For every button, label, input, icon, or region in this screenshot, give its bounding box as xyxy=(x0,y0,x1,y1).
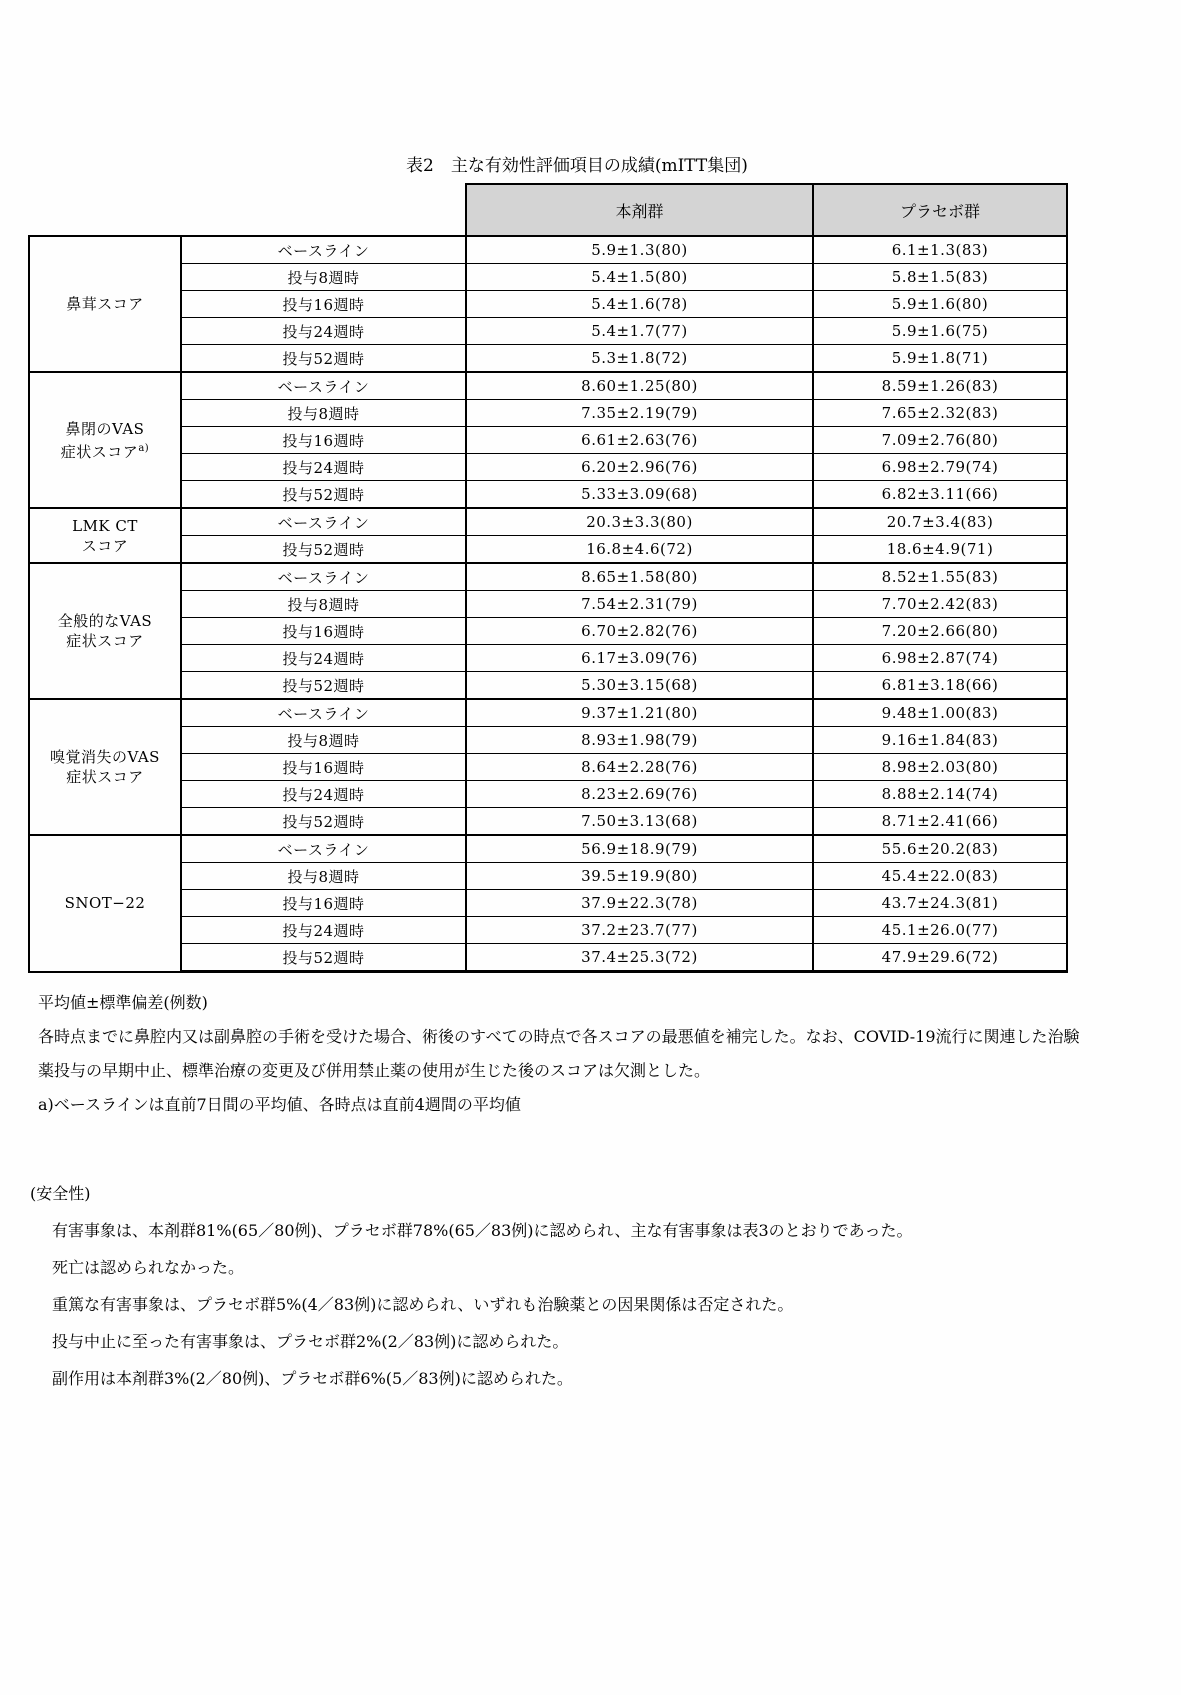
timepoint-cell: 投与24週時 xyxy=(181,781,466,808)
placebo-group-value-cell: 5.9±1.8(71) xyxy=(813,345,1067,373)
drug-group-value-cell: 20.3±3.3(80) xyxy=(466,508,813,536)
drug-group-value-cell: 5.30±3.15(68) xyxy=(466,672,813,700)
timepoint-cell: 投与8週時 xyxy=(181,400,466,427)
table-row xyxy=(29,536,1067,564)
placebo-group-value-cell: 6.82±3.11(66) xyxy=(813,481,1067,509)
timepoint-cell: 投与8週時 xyxy=(181,727,466,754)
timepoint-cell: ベースライン xyxy=(181,699,466,727)
table-body xyxy=(29,236,1067,972)
drug-group-value-cell: 37.2±23.7(77) xyxy=(466,917,813,944)
row-group-label: 鼻茸スコア xyxy=(29,236,181,372)
row-group-label: SNOT−22 xyxy=(29,835,181,972)
column-header-drug-group: 本剤群 xyxy=(466,184,813,236)
drug-group-value-cell: 7.50±3.13(68) xyxy=(466,808,813,836)
row-group-label: 鼻閉のVAS 症状スコア$^{a)}$ xyxy=(29,372,181,508)
efficacy-results-table xyxy=(28,183,1068,973)
timepoint-cell: 投与52週時 xyxy=(181,944,466,972)
timepoint-cell: ベースライン xyxy=(181,236,466,264)
placebo-group-value-cell: 18.6±4.9(71) xyxy=(813,536,1067,564)
placebo-group-value-cell: 8.71±2.41(66) xyxy=(813,808,1067,836)
timepoint-cell: 投与16週時 xyxy=(181,890,466,917)
placebo-group-value-cell: 8.98±2.03(80) xyxy=(813,754,1067,781)
placebo-group-value-cell: 9.16±1.84(83) xyxy=(813,727,1067,754)
table-row xyxy=(29,727,1067,754)
timepoint-cell: 投与52週時 xyxy=(181,808,466,836)
table-row xyxy=(29,808,1067,836)
placebo-group-value-cell: 5.9±1.6(80) xyxy=(813,291,1067,318)
table-row xyxy=(29,508,1067,536)
placebo-group-value-cell: 55.6±20.2(83) xyxy=(813,835,1067,863)
column-header-placebo-group: プラセボ群 xyxy=(813,184,1067,236)
header-spacer xyxy=(29,184,466,236)
row-group-label: 嗅覚消失のVAS 症状スコア xyxy=(29,699,181,835)
table-row xyxy=(29,264,1067,291)
timepoint-cell: 投与52週時 xyxy=(181,481,466,509)
table-row xyxy=(29,236,1067,264)
footnote-baseline-definition: a)ベースラインは直前7日間の平均値、各時点は直前4週間の平均値 xyxy=(38,1095,521,1114)
table-row xyxy=(29,917,1067,944)
table-row xyxy=(29,481,1067,509)
placebo-group-value-cell: 5.8±1.5(83) xyxy=(813,264,1067,291)
placebo-group-value-cell: 7.20±2.66(80) xyxy=(813,618,1067,645)
timepoint-cell: 投与16週時 xyxy=(181,618,466,645)
safety-deaths: 死亡は認められなかった。 xyxy=(52,1258,245,1277)
table-row xyxy=(29,291,1067,318)
safety-side-effects: 副作用は本剤群3%(2／80例)、プラセボ群6%(5／83例)に認められた。 xyxy=(52,1369,573,1388)
drug-group-value-cell: 37.9±22.3(78) xyxy=(466,890,813,917)
table-title: 表2 主な有効性評価項目の成績(mITT集団) xyxy=(406,156,748,176)
placebo-group-value-cell: 8.88±2.14(74) xyxy=(813,781,1067,808)
timepoint-cell: 投与24週時 xyxy=(181,645,466,672)
placebo-group-value-cell: 6.98±2.87(74) xyxy=(813,645,1067,672)
drug-group-value-cell: 6.17±3.09(76) xyxy=(466,645,813,672)
drug-group-value-cell: 6.70±2.82(76) xyxy=(466,618,813,645)
safety-heading: (安全性) xyxy=(30,1184,91,1203)
drug-group-value-cell: 56.9±18.9(79) xyxy=(466,835,813,863)
drug-group-value-cell: 37.4±25.3(72) xyxy=(466,944,813,972)
timepoint-cell: 投与52週時 xyxy=(181,345,466,373)
placebo-group-value-cell: 6.81±3.18(66) xyxy=(813,672,1067,700)
safety-adverse-events: 有害事象は、本剤群81%(65／80例)、プラセボ群78%(65／83例)に認められ、主な有害事象は表3のとおりであった。 xyxy=(52,1221,913,1240)
placebo-group-value-cell: 45.1±26.0(77) xyxy=(813,917,1067,944)
table-row xyxy=(29,427,1067,454)
table-row xyxy=(29,754,1067,781)
drug-group-value-cell: 8.65±1.58(80) xyxy=(466,563,813,591)
drug-group-value-cell: 7.54±2.31(79) xyxy=(466,591,813,618)
placebo-group-value-cell: 43.7±24.3(81) xyxy=(813,890,1067,917)
drug-group-value-cell: 16.8±4.6(72) xyxy=(466,536,813,564)
placebo-group-value-cell: 6.1±1.3(83) xyxy=(813,236,1067,264)
timepoint-cell: ベースライン xyxy=(181,563,466,591)
drug-group-value-cell: 6.20±2.96(76) xyxy=(466,454,813,481)
safety-serious-adverse-events: 重篤な有害事象は、プラセボ群5%(4／83例)に認められ、いずれも治験薬との因果関係は否定された。 xyxy=(52,1295,794,1314)
drug-group-value-cell: 8.60±1.25(80) xyxy=(466,372,813,400)
footnote-mean-sd: 平均値±標準偏差(例数) xyxy=(38,993,208,1012)
drug-group-value-cell: 5.3±1.8(72) xyxy=(466,345,813,373)
table-row xyxy=(29,618,1067,645)
placebo-group-value-cell: 8.59±1.26(83) xyxy=(813,372,1067,400)
drug-group-value-cell: 5.9±1.3(80) xyxy=(466,236,813,264)
table-row xyxy=(29,318,1067,345)
table-row xyxy=(29,672,1067,700)
placebo-group-value-cell: 9.48±1.00(83) xyxy=(813,699,1067,727)
drug-group-value-cell: 6.61±2.63(76) xyxy=(466,427,813,454)
table-row xyxy=(29,890,1067,917)
timepoint-cell: 投与16週時 xyxy=(181,754,466,781)
placebo-group-value-cell: 45.4±22.0(83) xyxy=(813,863,1067,890)
footnote-imputation: 各時点までに鼻腔内又は副鼻腔の手術を受けた場合、術後のすべての時点で各スコアの最悪値を補完した。なお、COVID-19流行に関連した治験薬投与の早期中止、標準治療の変更及び併用禁止薬の使用が生じた後のスコアは欠測とした。 xyxy=(38,1027,1080,1080)
placebo-group-value-cell: 47.9±29.6(72) xyxy=(813,944,1067,972)
drug-group-value-cell: 5.33±3.09(68) xyxy=(466,481,813,509)
timepoint-cell: 投与24週時 xyxy=(181,917,466,944)
table-row xyxy=(29,863,1067,890)
row-group-label: 全般的なVAS 症状スコア xyxy=(29,563,181,699)
table-row xyxy=(29,400,1067,427)
placebo-group-value-cell: 7.70±2.42(83) xyxy=(813,591,1067,618)
timepoint-cell: 投与24週時 xyxy=(181,318,466,345)
timepoint-cell: 投与16週時 xyxy=(181,427,466,454)
timepoint-cell: 投与8週時 xyxy=(181,591,466,618)
header-row xyxy=(29,184,1067,236)
drug-group-value-cell: 5.4±1.6(78) xyxy=(466,291,813,318)
footnote-marker: a) xyxy=(138,442,150,454)
table-row xyxy=(29,835,1067,863)
table-footnotes xyxy=(38,986,1088,1122)
timepoint-cell: ベースライン xyxy=(181,372,466,400)
timepoint-cell: 投与8週時 xyxy=(181,863,466,890)
placebo-group-value-cell: 20.7±3.4(83) xyxy=(813,508,1067,536)
table-row xyxy=(29,345,1067,373)
placebo-group-value-cell: 7.09±2.76(80) xyxy=(813,427,1067,454)
timepoint-cell: ベースライン xyxy=(181,508,466,536)
drug-group-value-cell: 8.23±2.69(76) xyxy=(466,781,813,808)
table-row xyxy=(29,944,1067,972)
drug-group-value-cell: 7.35±2.19(79) xyxy=(466,400,813,427)
table-row xyxy=(29,781,1067,808)
timepoint-cell: 投与16週時 xyxy=(181,291,466,318)
safety-discontinuation: 投与中止に至った有害事象は、プラセボ群2%(2／83例)に認められた。 xyxy=(52,1332,569,1351)
timepoint-cell: 投与24週時 xyxy=(181,454,466,481)
table-row xyxy=(29,699,1067,727)
table-row xyxy=(29,645,1067,672)
drug-group-value-cell: 5.4±1.7(77) xyxy=(466,318,813,345)
placebo-group-value-cell: 8.52±1.55(83) xyxy=(813,563,1067,591)
placebo-group-value-cell: 7.65±2.32(83) xyxy=(813,400,1067,427)
safety-section xyxy=(30,1176,1181,1397)
table-row xyxy=(29,591,1067,618)
timepoint-cell: 投与52週時 xyxy=(181,672,466,700)
drug-group-value-cell: 39.5±19.9(80) xyxy=(466,863,813,890)
drug-group-value-cell: 5.4±1.5(80) xyxy=(466,264,813,291)
timepoint-cell: ベースライン xyxy=(181,835,466,863)
drug-group-value-cell: 9.37±1.21(80) xyxy=(466,699,813,727)
placebo-group-value-cell: 5.9±1.6(75) xyxy=(813,318,1067,345)
drug-group-value-cell: 8.93±1.98(79) xyxy=(466,727,813,754)
drug-group-value-cell: 8.64±2.28(76) xyxy=(466,754,813,781)
row-group-label: LMK CT スコア xyxy=(29,508,181,563)
timepoint-cell: 投与52週時 xyxy=(181,536,466,564)
timepoint-cell: 投与8週時 xyxy=(181,264,466,291)
table-row xyxy=(29,454,1067,481)
table-row xyxy=(29,563,1067,591)
table-row xyxy=(29,372,1067,400)
placebo-group-value-cell: 6.98±2.79(74) xyxy=(813,454,1067,481)
